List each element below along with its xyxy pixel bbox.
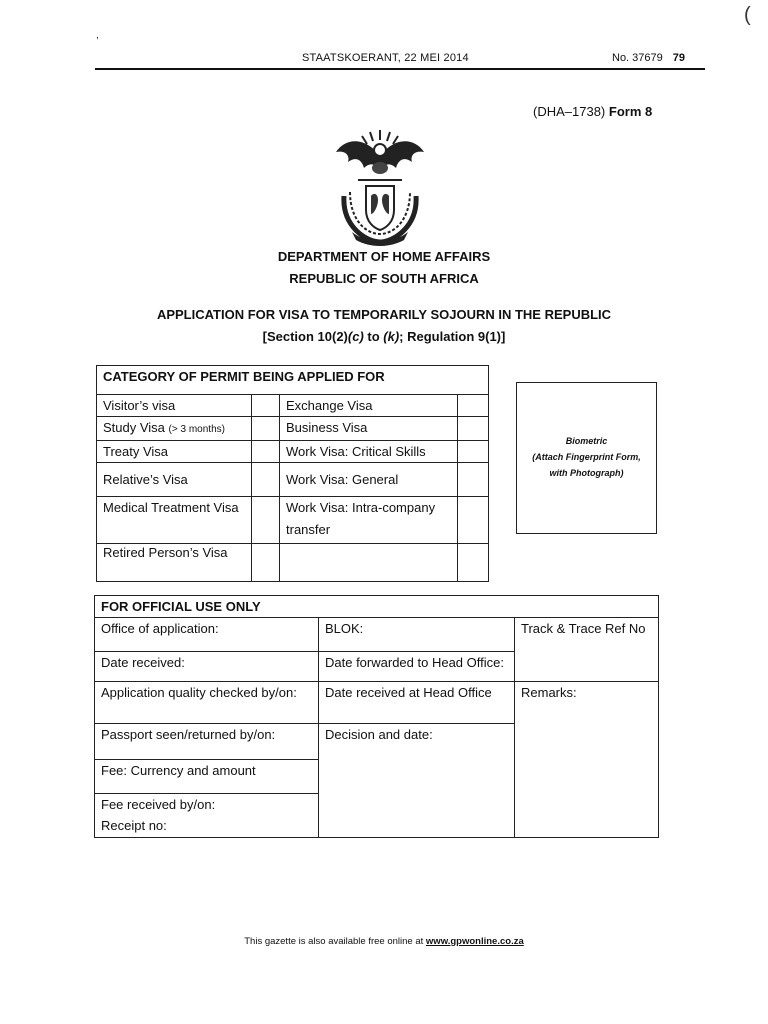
permit-checkbox[interactable] xyxy=(252,544,280,582)
section-suffix: ; Regulation 9(1)] xyxy=(399,329,506,344)
remarks-field[interactable]: Remarks: xyxy=(515,682,659,838)
permit-option-label: Retired Person’s Visa xyxy=(97,544,252,582)
permit-checkbox[interactable] xyxy=(458,395,489,417)
official-use-heading: FOR OFFICIAL USE ONLY xyxy=(95,596,659,618)
section-k: (k) xyxy=(383,329,400,344)
permit-category-heading: CATEGORY OF PERMIT BEING APPLIED FOR xyxy=(97,366,489,395)
biometric-instruction: with Photograph) xyxy=(549,468,624,478)
form-reference xyxy=(533,104,652,119)
section-c: (c) xyxy=(347,329,364,344)
permit-option-label: Work Visa: Critical Skills xyxy=(280,441,458,463)
form-number: Form 8 xyxy=(608,104,653,119)
permit-option-label xyxy=(97,417,252,441)
biometric-title: Biometric xyxy=(565,436,608,446)
passport-field[interactable]: Passport seen/returned by/on: xyxy=(95,724,319,760)
office-of-application-field[interactable]: Office of application: xyxy=(95,618,319,652)
page-number: 79 xyxy=(672,52,686,64)
track-trace-field[interactable]: Track & Trace Ref No xyxy=(515,618,659,682)
permit-checkbox[interactable] xyxy=(252,463,280,497)
blok-field[interactable]: BLOK: xyxy=(319,618,515,652)
permit-checkbox[interactable] xyxy=(252,417,280,441)
decision-field[interactable]: Decision and date: xyxy=(319,724,515,838)
permit-option-note: (> 3 months) xyxy=(168,424,225,435)
footer-link[interactable]: www.gpwonline.co.za xyxy=(425,936,524,947)
permit-option-label: Business Visa xyxy=(280,417,458,441)
date-forwarded-field[interactable]: Date forwarded to Head Office: xyxy=(319,652,515,682)
fee-received-field[interactable]: Fee received by/on: xyxy=(95,794,319,816)
quality-checked-field[interactable]: Application quality checked by/on: xyxy=(95,682,319,724)
permit-option-label: Treaty Visa xyxy=(97,441,252,463)
permit-checkbox[interactable] xyxy=(458,544,489,582)
permit-option-label xyxy=(280,544,458,582)
footer-text: This gazette is also available free online at xyxy=(244,936,426,947)
scan-mark: , xyxy=(96,30,99,41)
date-received-ho-field[interactable]: Date received at Head Office xyxy=(319,682,515,724)
permit-option-label: Exchange Visa xyxy=(280,395,458,417)
permit-option-label: Medical Treatment Visa xyxy=(97,497,252,544)
official-use-table xyxy=(94,595,659,838)
scan-mark: ( xyxy=(744,4,751,26)
header-rule xyxy=(95,68,705,70)
permit-option-label: Visitor’s visa xyxy=(97,395,252,417)
gazette-header-number xyxy=(612,52,685,64)
permit-option-text: Study Visa xyxy=(103,420,165,435)
republic-name: REPUBLIC OF SOUTH AFRICA xyxy=(289,271,479,286)
form-code: (DHA–1738) xyxy=(533,104,606,119)
permit-checkbox[interactable] xyxy=(252,441,280,463)
permit-checkbox[interactable] xyxy=(458,441,489,463)
gazette-header-date: STAATSKOERANT, 22 MEI 2014 xyxy=(302,52,469,64)
section-reference xyxy=(0,329,768,344)
section-to: to xyxy=(363,329,384,344)
permit-checkbox[interactable] xyxy=(252,497,280,544)
permit-option-label: Work Visa: Intra-company transfer xyxy=(280,497,458,544)
section-prefix: [Section 10(2) xyxy=(262,329,348,344)
form-title: APPLICATION FOR VISA TO TEMPORARILY SOJOURN IN THE REPUBLIC xyxy=(156,307,612,322)
footer-note xyxy=(0,936,768,947)
permit-checkbox[interactable] xyxy=(458,463,489,497)
date-received-field[interactable]: Date received: xyxy=(95,652,319,682)
department-name: DEPARTMENT OF HOME AFFAIRS xyxy=(277,249,491,264)
receipt-no-field[interactable]: Receipt no: xyxy=(95,815,319,837)
permit-option-label: Work Visa: General xyxy=(280,463,458,497)
permit-checkbox[interactable] xyxy=(458,497,489,544)
gazette-number: No. 37679 xyxy=(612,52,663,64)
permit-checkbox[interactable] xyxy=(458,417,489,441)
biometric-box xyxy=(516,382,657,534)
biometric-instruction: (Attach Fingerprint Form, xyxy=(532,452,641,462)
permit-checkbox[interactable] xyxy=(252,395,280,417)
permit-category-table xyxy=(96,365,489,582)
fee-currency-field[interactable]: Fee: Currency and amount xyxy=(95,760,319,794)
permit-option-label: Relative’s Visa xyxy=(97,463,252,497)
coat-of-arms-icon xyxy=(330,126,430,248)
